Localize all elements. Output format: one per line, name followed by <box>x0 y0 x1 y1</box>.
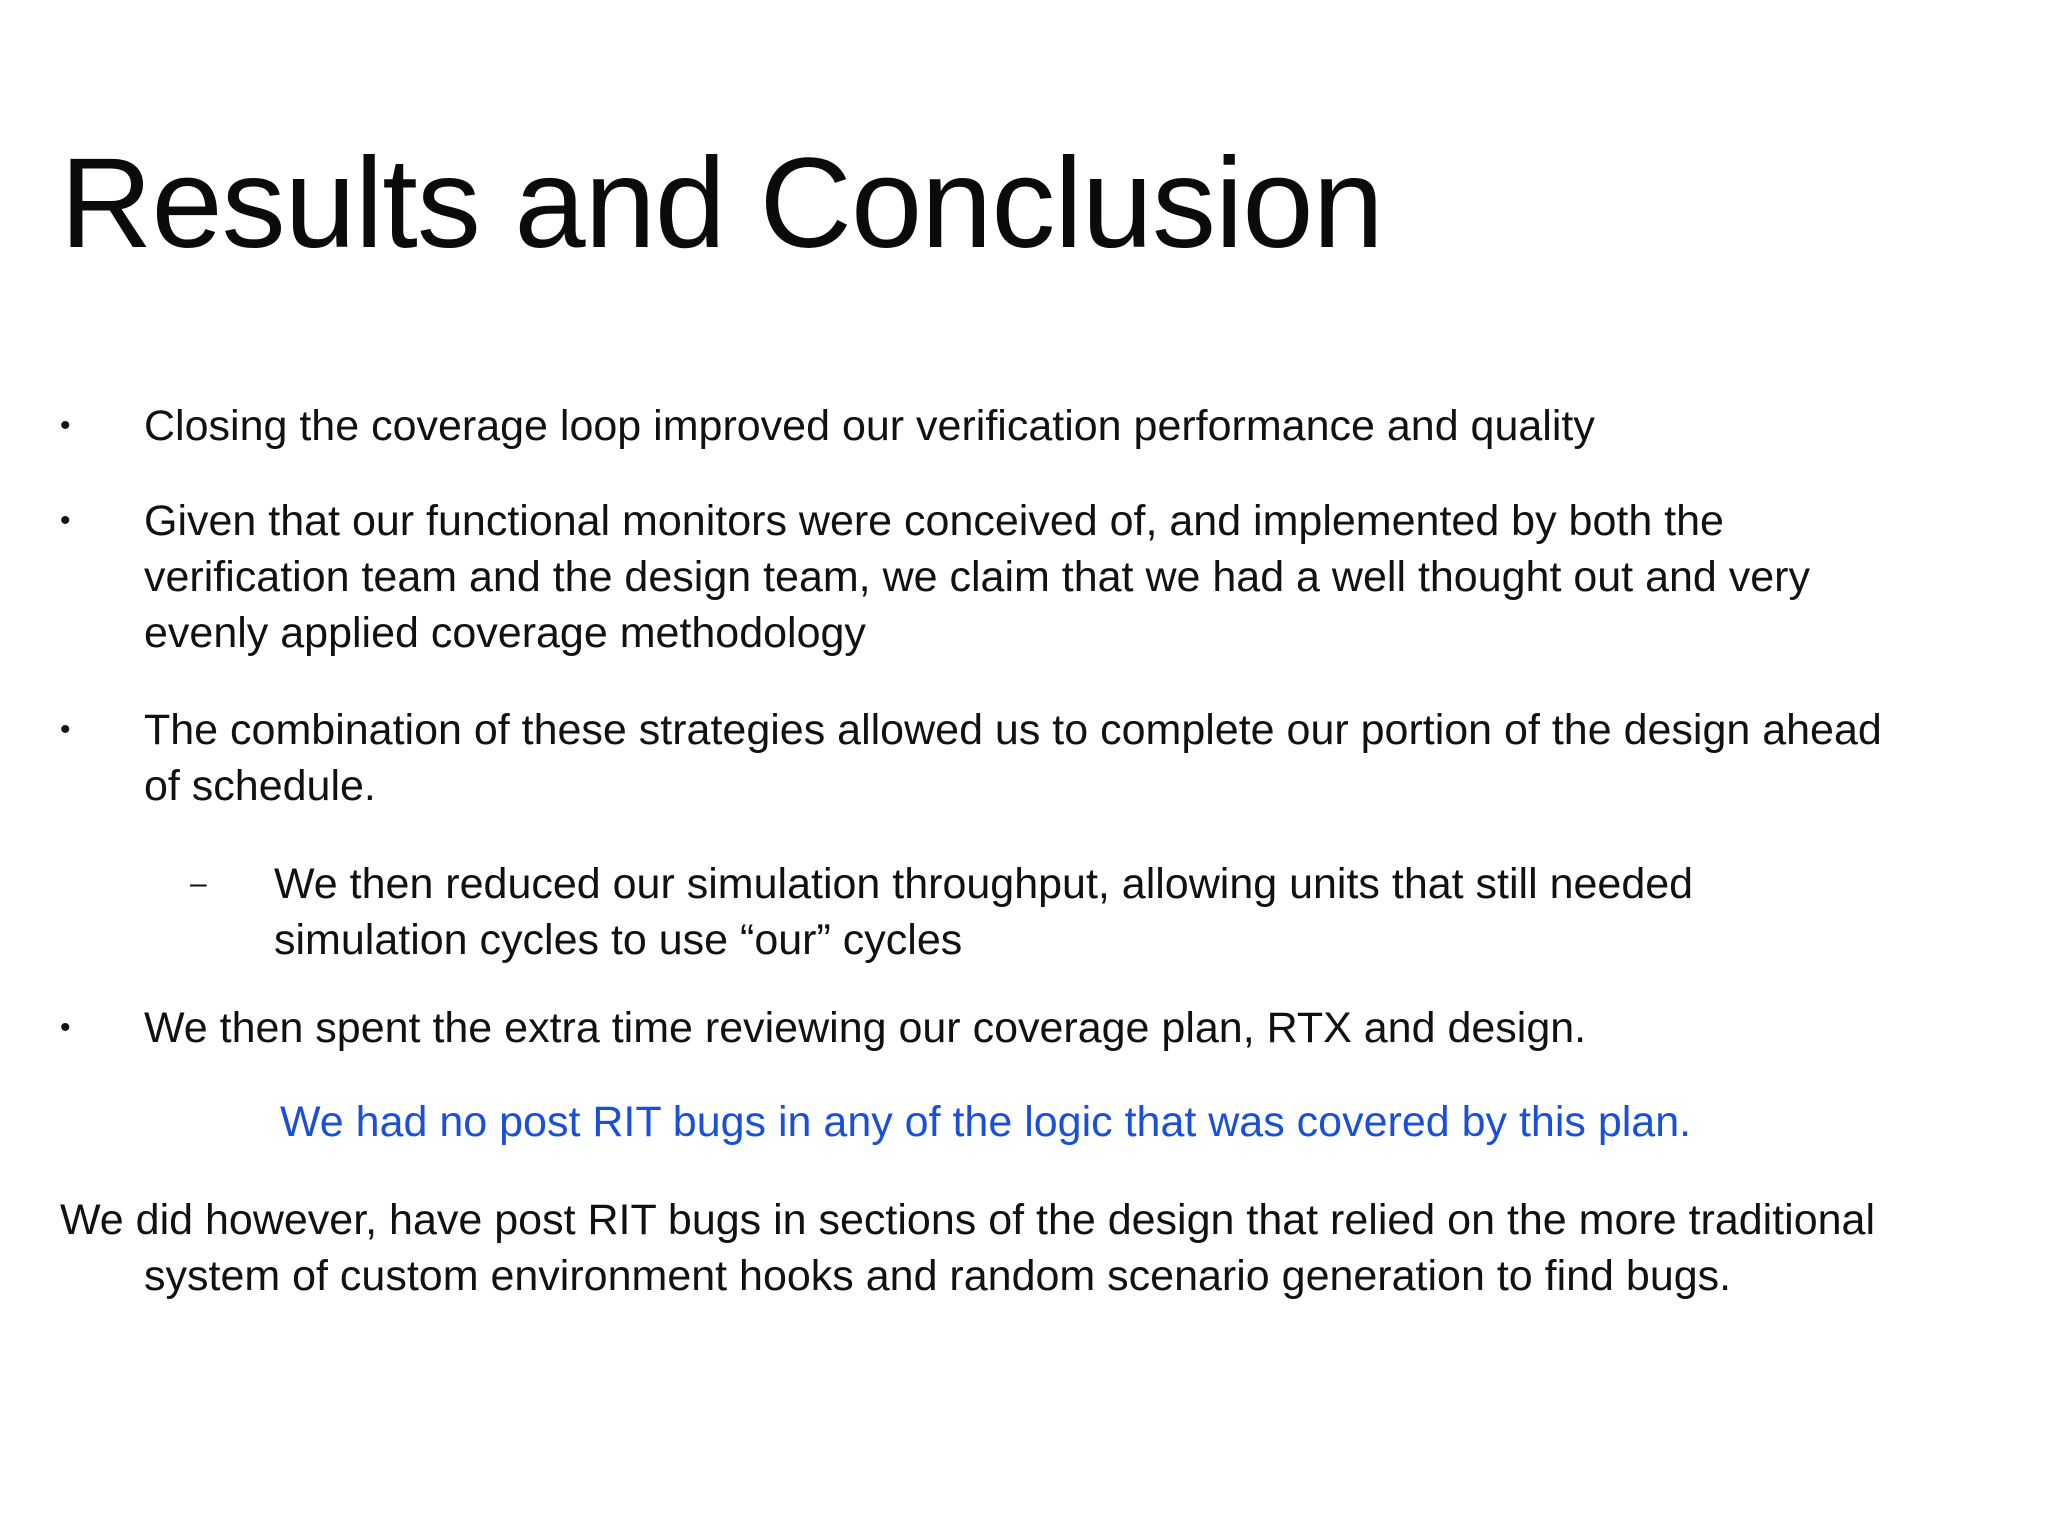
closing-line: system of custom environment hooks and random scenario generation to find bugs. <box>144 1252 1732 1300</box>
slide-title: Results and Conclusion <box>60 132 1383 275</box>
bullet-line: of schedule. <box>144 762 376 810</box>
sub-bullet-line: We then reduced our simulation throughput, allowing units that still needed <box>274 860 1694 908</box>
bullet-line: verification team and the design team, we claim that we had a well thought out and very <box>144 553 1810 601</box>
bullet-dot-icon: • <box>60 713 71 746</box>
closing-line: We did however, have post RIT bugs in sections of the design that relied on the more traditional <box>60 1196 1876 1244</box>
bullet-text <box>144 1000 2010 1056</box>
bullet-line: evenly applied coverage methodology <box>144 609 866 657</box>
bullet-line: We then spent the extra time reviewing our coverage plan, RTX and design. <box>144 1004 1587 1052</box>
bullet-text <box>144 702 2010 814</box>
bullet-text <box>144 398 2010 454</box>
bullet-line: Closing the coverage loop improved our verification performance and quality <box>144 402 1595 450</box>
sub-bullet-line: simulation cycles to use “our” cycles <box>274 916 963 964</box>
bullet-dot-icon: • <box>60 409 71 442</box>
bullet-dot-icon: • <box>60 504 71 537</box>
bullet-line: The combination of these strategies allowed us to complete our portion of the design ahead <box>144 706 1882 754</box>
bullet-line: Given that our functional monitors were conceived of, and implemented by both the <box>144 497 1724 545</box>
highlight-statement: We had no post RIT bugs in any of the logic that was covered by this plan. <box>280 1098 1692 1146</box>
sub-bullet-text <box>274 856 1693 968</box>
bullet-text <box>144 493 2010 661</box>
dash-icon: – <box>190 867 207 900</box>
bullet-dot-icon: • <box>60 1011 71 1044</box>
closing-paragraph <box>60 1192 2020 1304</box>
